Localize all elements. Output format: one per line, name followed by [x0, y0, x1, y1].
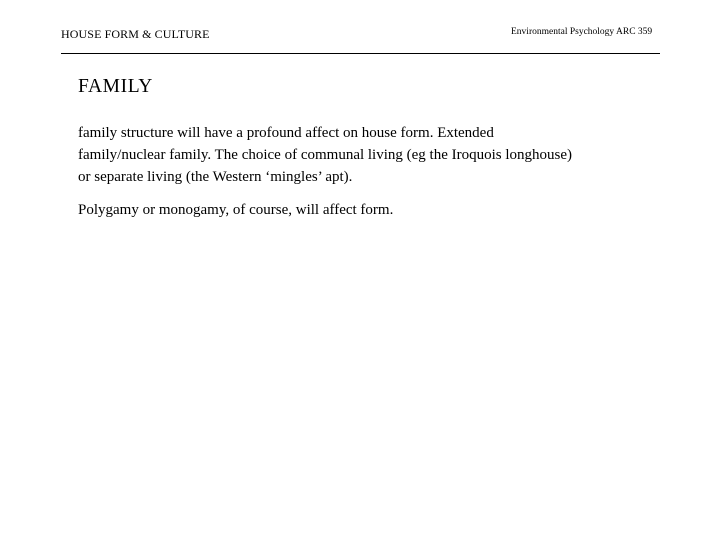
paragraph-line: Polygamy or monogamy, of course, will affect form.: [78, 202, 394, 218]
paragraph-family-structure: [78, 122, 572, 188]
paragraph-line: family structure will have a profound affect on house form. Extended: [78, 125, 494, 141]
header-divider: [61, 53, 660, 54]
header-course-code: Environmental Psychology ARC 359: [511, 27, 653, 37]
page-title: FAMILY: [78, 76, 153, 97]
paragraph-polygamy: [78, 199, 393, 221]
paragraph-line: or separate living (the Western ‘mingles’ apt).: [78, 169, 353, 185]
paragraph-line: family/nuclear family. The choice of communal living (eg the Iroquois longhouse): [78, 147, 573, 163]
header-course-title: HOUSE FORM & CULTURE: [61, 27, 210, 41]
